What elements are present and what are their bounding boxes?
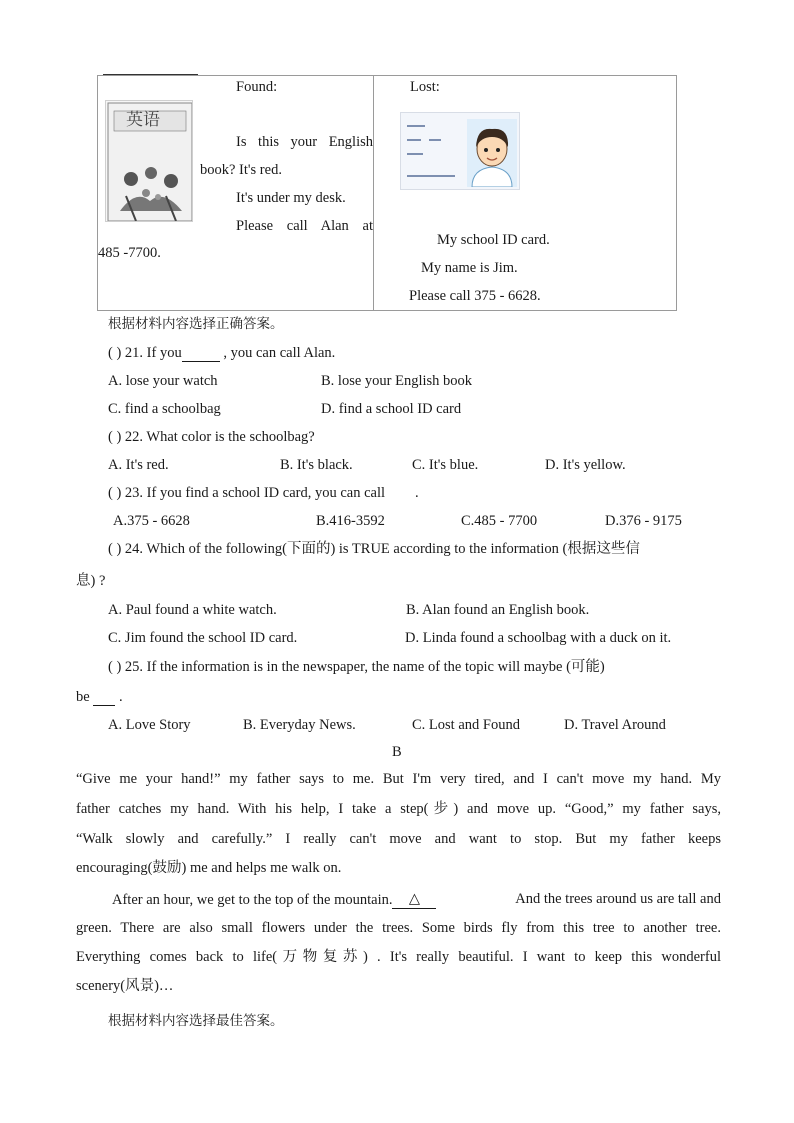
answer-paren: ( ) [108,429,122,445]
answer-blank [182,361,220,362]
found-line-1: Is this your English [236,134,373,150]
q25-stem-line-2-start: be [76,689,90,705]
found-line-3: It's under my desk. [236,190,346,206]
para2-line-4: scenery(风景)… [76,978,174,994]
q23-stem-end: . [415,485,419,501]
q24-option-a: A. Paul found a white watch. [108,602,277,618]
lost-line-1: My school ID card. [437,232,550,248]
student-portrait [467,119,517,187]
answer-paren: ( ) [108,345,122,361]
q25-stem-line-1: 25. If the information is in the newspaper, the name of the topic will maybe (可能) [124,659,605,675]
question-22 [108,428,315,446]
id-text-line [407,139,421,141]
q24-option-c: C. Jim found the school ID card. [108,630,298,646]
q24-option-d: D. Linda found a schoolbag with a duck on it. [405,630,672,646]
q25-option-d: D. Travel Around [564,717,666,733]
q21-stem-end: , you can call Alan. [219,345,336,361]
question-24 [108,540,640,558]
q25-option-a: A. Love Story [108,717,191,733]
id-text-line [407,153,423,155]
para1-line-2: father catches my hand. With his help, I take a step(步) and move up. “Good,” my father says, [76,801,721,817]
lost-line-2: My name is Jim. [421,260,518,276]
para1-line-3: “Walk slowly and carefully.” I really can't move and want to stop. But my father keeps [76,831,721,847]
question-21 [108,344,335,362]
section-a-instruction: 根据材料内容选择正确答案。 [108,316,284,332]
question-25 [108,658,605,676]
answer-paren: ( ) [108,541,122,557]
para2-line-1-end: And the trees around us are tall and [515,891,721,907]
q21-stem-start: 21. If you [124,345,182,361]
found-line-5: 485 -7700. [98,245,161,261]
answer-blank [93,705,115,706]
answer-paren: ( ) [108,659,122,675]
q25-stem-line-2 [76,688,123,706]
id-text-line [429,139,441,141]
q23-stem: 23. If you find a school ID card, you can call [124,485,386,501]
q22-stem: 22. What color is the schoolbag? [124,429,315,445]
q24-stem-line-2: 息) ? [76,573,106,589]
id-text-line [407,125,425,127]
section-b-label: B [392,744,402,760]
answer-paren: ( ) [108,485,122,501]
q21-option-c: C. find a schoolbag [108,401,221,417]
q24-option-b: B. Alan found an English book. [406,602,590,618]
q23-option-d: D.376 - 9175 [605,513,682,529]
found-line-2: book? It's red. [200,162,282,178]
q22-option-b: B. It's black. [280,457,353,473]
q22-option-d: D. It's yellow. [545,457,626,473]
table-divider [373,76,374,310]
q25-option-b: B. Everyday News. [243,717,356,733]
q22-option-a: A. It's red. [108,457,169,473]
para2-line-1 [112,890,721,909]
q23-option-c: C.485 - 7700 [461,513,538,529]
lost-heading: Lost: [410,79,440,95]
q21-option-a: A. lose your watch [108,373,218,389]
found-heading: Found: [236,79,278,95]
section-b-instruction: 根据材料内容选择最佳答案。 [108,1013,284,1029]
answer-blank-triangle: △ [392,890,436,909]
q23-option-a: A.375 - 6628 [113,513,190,529]
q25-option-c: C. Lost and Found [412,717,520,733]
question-23 [108,484,419,502]
para2-line-2: green. There are also small flowers under the trees. Some birds fly from this tree to another tree. [76,920,721,936]
para2-line-1-start [112,890,436,909]
q24-stem-line-1: 24. Which of the following(下面的) is TRUE according to the information (根据这些信 [124,541,640,557]
q21-option-b: B. lose your English book [321,373,473,389]
q22-option-c: C. It's blue. [412,457,479,473]
book-title: 英语 [126,110,160,130]
lost-line-3: Please call 375 - 6628. [409,288,541,304]
school-id-card-image [400,112,520,190]
q21-option-d: D. find a school ID card [321,401,462,417]
para1-line-1: “Give me your hand!” my father says to me. But I'm very tired, and I can't move my hand. My [76,771,721,787]
para1-line-4: encouraging(鼓励) me and helps me walk on. [76,860,342,876]
notice-table [97,75,677,311]
para2-line-1-text: After an hour, we get to the top of the mountain. [112,892,393,908]
para2-line-3: Everything comes back to life(万物复苏) . It's really beautiful. I want to keep this wonderful [76,949,721,965]
found-line-4: Please call Alan at [236,218,373,234]
english-book-image [105,100,193,222]
q25-stem-line-2-end: . [118,689,123,705]
book-top-rule [103,74,198,75]
id-text-line [407,175,455,177]
q23-option-b: B.416-3592 [316,513,385,529]
